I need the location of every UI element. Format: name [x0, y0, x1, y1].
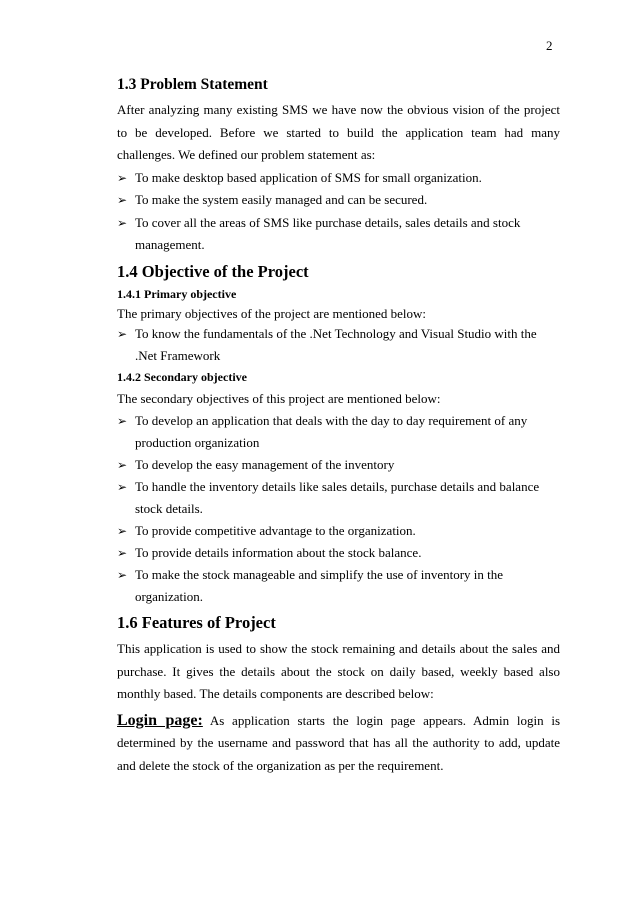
arrow-bullet-icon: ➢ [117, 524, 128, 538]
arrow-bullet-icon: ➢ [117, 215, 128, 230]
login-page-term: Login page: [117, 711, 203, 729]
login-page-description: As application starts the login page appears. Admin login is determined by the username and password that has all the authority to add, update and delete the stock of the organization as per the requirement. [117, 712, 561, 773]
paragraph-primary-objective: The primary objectives of the project are mentioned below: [117, 305, 426, 321]
list-item: ➢ To develop the easy management of the inventory [117, 454, 560, 476]
page-number: 2 [546, 38, 553, 53]
list-item: ➢ To cover all the areas of SMS like purchase details, sales details and stock management. [117, 212, 560, 257]
arrow-bullet-icon: ➢ [117, 568, 128, 582]
list-item: ➢ To provide details information about the stock balance. [117, 542, 560, 564]
list-item: ➢ To make the stock manageable and simplify the use of inventory in the organization. [117, 564, 560, 608]
list-item: ➢ To make desktop based application of SMS for small organization. [117, 167, 560, 190]
arrow-bullet-icon: ➢ [117, 480, 128, 494]
list-item: ➢ To provide competitive advantage to the organization. [117, 520, 560, 542]
list-item: ➢ To handle the inventory details like sales details, purchase details and balance stock details. [117, 476, 560, 520]
heading-primary-objective: 1.4.1 Primary objective [117, 286, 237, 301]
arrow-bullet-icon: ➢ [117, 458, 128, 472]
paragraph-problem-statement: After analyzing many existing SMS we have now the obvious vision of the project to be developed. Before we started to build the application team had many challenges. We defined our problem statement as: [117, 102, 560, 162]
heading-features: 1.6 Features of Project [117, 613, 276, 632]
heading-secondary-objective: 1.4.2 Secondary objective [117, 369, 247, 384]
list-item: ➢ To make the system easily managed and can be secured. [117, 189, 560, 212]
paragraph-features: This application is used to show the stock remaining and details about the sales and purchase. It gives the details about the stock on daily based, weekly based also monthly based. The details components are described below: [117, 641, 560, 701]
arrow-bullet-icon: ➢ [117, 326, 128, 341]
heading-problem-statement: 1.3 Problem Statement [117, 76, 268, 93]
paragraph-secondary-objective: The secondary objectives of this project are mentioned below: [117, 390, 441, 406]
heading-objective: 1.4 Objective of the Project [117, 261, 309, 281]
list-primary-objective [117, 323, 560, 367]
list-problem-statement [117, 167, 560, 257]
list-item: ➢ To know the fundamentals of the .Net Technology and Visual Studio with the .Net Framework [117, 323, 560, 367]
page-content [117, 74, 560, 777]
list-secondary-objective [117, 410, 560, 608]
arrow-bullet-icon: ➢ [117, 193, 128, 207]
list-item: ➢ To develop an application that deals with the day to day requirement of any production organization [117, 410, 560, 454]
arrow-bullet-icon: ➢ [117, 170, 128, 185]
paragraph-login-page [117, 710, 560, 778]
arrow-bullet-icon: ➢ [117, 414, 128, 428]
arrow-bullet-icon: ➢ [117, 546, 128, 560]
